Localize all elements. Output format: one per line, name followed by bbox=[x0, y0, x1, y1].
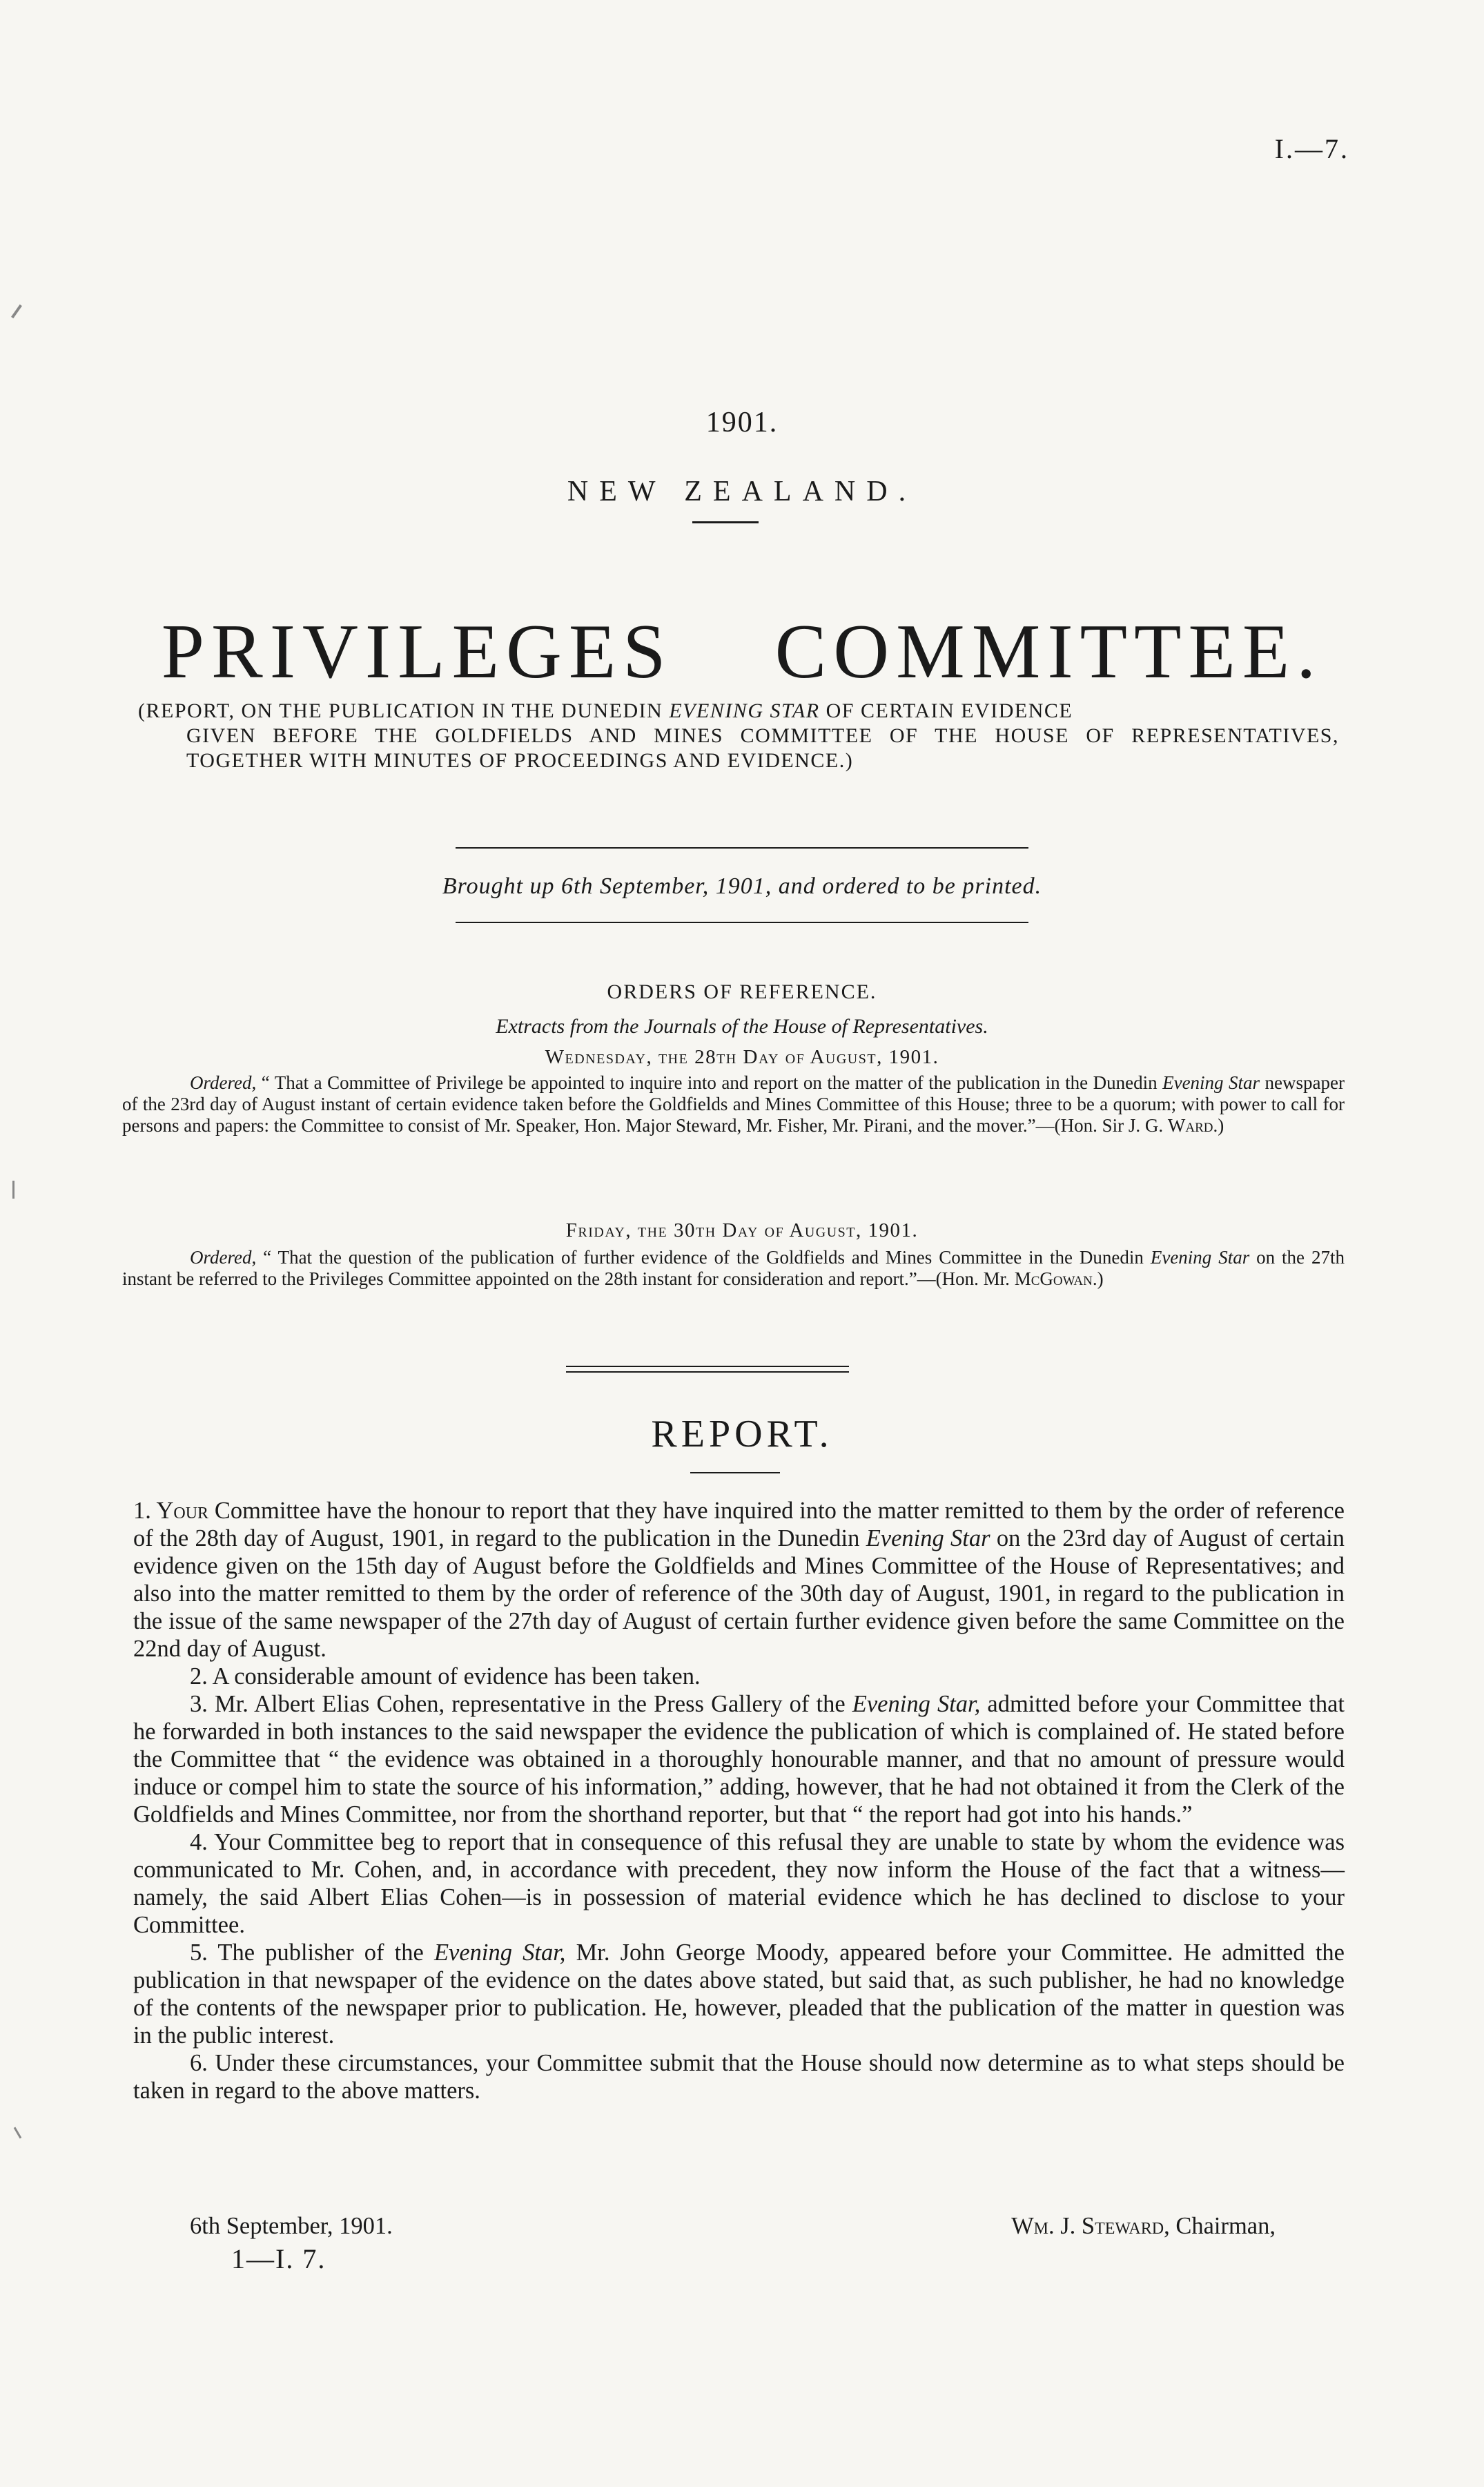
report-body bbox=[133, 1497, 1345, 2104]
order-paragraph-1: Ordered, “ That a Committee of Privilege be appointed to inquire into and report on the matter of the publication in the Dunedin Evening Star newspaper of the 23rd day of August instant of certain evidence taken before the Goldfields and Mines Committee of this House; three to be a quorum; with power to call for persons and papers: the Committee to consist of Mr. Speaker, Hon. Major Steward, Mr. Fisher, Mr. Pirani, and the mover.”—(Hon. Sir J. G. Ward.) bbox=[122, 1072, 1345, 1136]
orders-subheading: Extracts from the Journals of the House of Representatives. bbox=[496, 1015, 988, 1038]
brought-up-line: Brought up 6th September, 1901, and ordered to be printed. bbox=[442, 873, 1042, 899]
page-reference: I.—7. bbox=[1274, 133, 1349, 164]
orders-heading: ORDERS OF REFERENCE. bbox=[607, 980, 877, 1003]
report-paragraph-1: 1. Your Committee have the honour to report that they have inquired into the matter remitted to them by the order of reference of the 28th day of August, 1901, in regard to the publication in the Dunedin Evening Star on the 23rd day of August of certain evidence given on the 15th day of August before the Goldfields and Mines Committee of the House of Representatives; and also into the matter remitted to them by the order of reference of the 30th day of August, 1901, in regard to the publication in the issue of the same newspaper of the 27th day of August of certain further evidence given before the same Committee on the 22nd day of August. bbox=[133, 1498, 1345, 1662]
report-paragraph-3: 3. Mr. Albert Elias Cohen, representative in the Press Gallery of the Evening Star, admitted before your Committee that he forwarded in both instances to the said newspaper the evidence the publication of which is complained of. He stated before the Committee that “ the evidence was obtained in a thoroughly honourable manner, and that no amount of pressure would induce or compel him to state the source of his information,” adding, however, that he had not obtained it from the Clerk of the Goldfields and Mines Committee, nor from the shorthand reporter, but that “ the report had got into his hands.” bbox=[133, 1691, 1345, 1828]
report-paragraph-2: 2. A considerable amount of evidence has been taken. bbox=[190, 1663, 701, 1690]
signature: Wm. J. Steward, Chairman, bbox=[1011, 2213, 1276, 2239]
rule-report bbox=[690, 1472, 780, 1473]
sheet-reference: 1—I. 7. bbox=[231, 2243, 326, 2274]
year: 1901. bbox=[705, 407, 779, 438]
scan-mark bbox=[14, 2127, 22, 2138]
report-date: 6th September, 1901. bbox=[190, 2213, 393, 2239]
country: NEW ZEALAND. bbox=[567, 476, 917, 507]
report-paragraph-4: 4. Your Committee beg to report that in consequence of this refusal they are unable to state by whom the evidence was communicated to Mr. Cohen, and, in accordance with precedent, they now inform the House of the fact that a witness—namely, the said Albert Elias Cohen—is in possession of material evidence which he has declined to disclose to your Committee. bbox=[133, 1829, 1345, 1938]
rule-double-top bbox=[566, 1366, 849, 1367]
report-heading: REPORT. bbox=[651, 1413, 833, 1455]
order-date-1: Wednesday, the 28th Day of August, 1901. bbox=[545, 1046, 939, 1068]
document-subtitle: (REPORT, ON THE PUBLICATION IN THE DUNEDIN EVENING STAR OF CERTAIN EVIDENCE GIVEN BEFORE THE GOLDFIELDS AND MINES COMMITTEE OF THE HOUSE OF REPRESENTATIVES, TOGETHER WITH MINUTES OF PROCEEDINGS AND EVIDENCE.) bbox=[138, 699, 1339, 772]
rule-masthead bbox=[692, 521, 759, 523]
order-paragraph-2: Ordered, “ That the question of the publication of further evidence of the Goldfields and Mines Committee in the Dunedin Evening Star on the 27th instant be referred to the Privileges Committee appointed on the 28th instant for consideration and report.”—(Hon. Mr. McGowan.) bbox=[122, 1247, 1345, 1289]
rule-subtitle bbox=[456, 847, 1028, 849]
report-paragraph-6: 6. Under these circumstances, your Committee submit that the House should now determine as to what steps should be taken in regard to the above matters. bbox=[133, 2050, 1345, 2104]
order-date-2: Friday, the 30th Day of August, 1901. bbox=[565, 1219, 919, 1241]
document-title: PRIVILEGES COMMITTEE. bbox=[161, 609, 1323, 695]
scan-mark bbox=[12, 1181, 14, 1199]
scan-mark bbox=[11, 304, 22, 318]
rule-brought-up bbox=[456, 922, 1028, 923]
signature-row bbox=[190, 2213, 1276, 2240]
rule-double-bottom bbox=[566, 1371, 849, 1373]
report-paragraph-5: 5. The publisher of the Evening Star, Mr. John George Moody, appeared before your Committee. He admitted the publication in that newspaper of the evidence on the dates above stated, but said that, as such publisher, he had no knowledge of the contents of the newspaper prior to publication. He, however, pleaded that the publication of the matter in question was in the public interest. bbox=[133, 1939, 1345, 2049]
